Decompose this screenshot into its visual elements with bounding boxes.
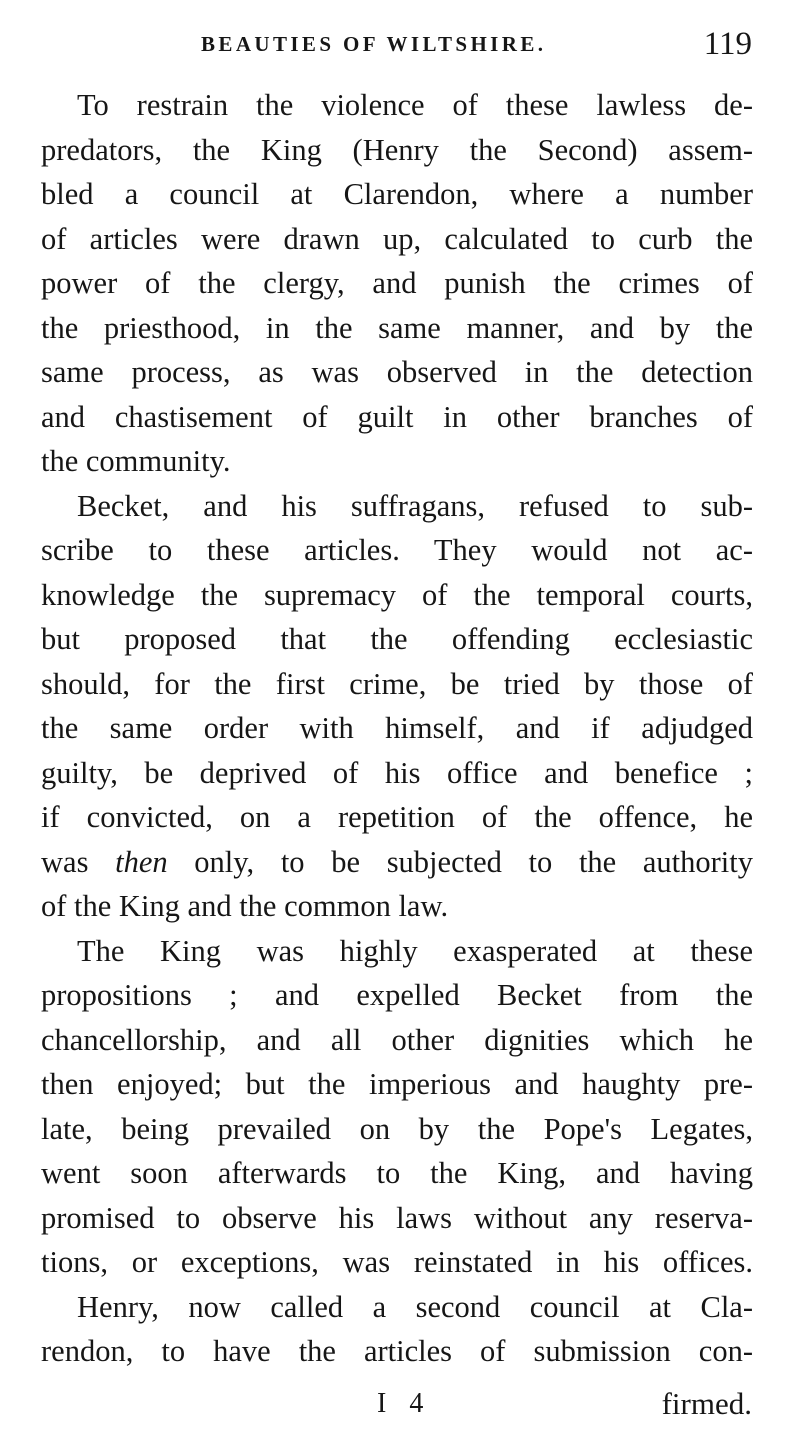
text-segment: was xyxy=(41,844,116,879)
page-footer xyxy=(0,1388,800,1434)
text-line: the community. xyxy=(41,444,231,478)
text-line: knowledge the supremacy of the temporal courts, xyxy=(41,577,753,612)
text-line-with-italic xyxy=(41,840,753,885)
text-line: bled a council at Clarendon, where a number xyxy=(41,177,753,211)
text-line: then enjoyed; but the imperious and haughty pre- xyxy=(41,1067,753,1101)
text-line: Becket, and his suffragans, refused to sub- xyxy=(77,488,753,523)
text-line: rendon, to have the articles of submission con- xyxy=(41,1334,753,1368)
text-line: but proposed that the offending ecclesiastic xyxy=(41,622,753,656)
italic-word: then xyxy=(115,844,168,879)
running-title: BEAUTIES OF WILTSHIRE. xyxy=(201,32,547,56)
text-line: promised to observe his laws without any reserva- xyxy=(41,1200,753,1235)
text-line: and chastisement of guilt in other branches of xyxy=(41,399,753,434)
text-line: propositions ; and expelled Becket from the xyxy=(41,978,753,1012)
text-line: chancellorship, and all other dignities which he xyxy=(41,1022,753,1057)
text-line: of articles were drawn up, calculated to curb the xyxy=(41,221,753,256)
text-line: the priesthood, in the same manner, and by the xyxy=(41,310,753,345)
signature-mark: I 4 xyxy=(377,1388,432,1419)
text-line: same process, as was observed in the detection xyxy=(41,355,753,389)
text-line: late, being prevailed on by the Pope's Legates, xyxy=(41,1111,753,1146)
text-line: power of the clergy, and punish the crimes of xyxy=(41,266,753,300)
text-line: tions, or exceptions, was reinstated in his offices. xyxy=(41,1245,753,1279)
text-line: the same order with himself, and if adjudged xyxy=(41,711,753,745)
text-line: went soon afterwards to the King, and having xyxy=(41,1156,753,1190)
text-segment: only, to be subjected to the authority xyxy=(167,844,753,879)
catchword: firmed. xyxy=(661,1386,752,1421)
text-line: The King was highly exasperated at these xyxy=(77,933,753,968)
text-line: predators, the King (Henry the Second) assem- xyxy=(41,132,753,167)
text-line: of the King and the common law. xyxy=(41,889,449,923)
text-line: Henry, now called a second council at Cla- xyxy=(77,1289,753,1324)
text-line: scribe to these articles. They would not ac- xyxy=(41,533,753,567)
text-line: should, for the first crime, be tried by those of xyxy=(41,666,753,701)
body-text xyxy=(41,83,753,1374)
text-line: guilty, be deprived of his office and benefice ; xyxy=(41,755,753,790)
running-head xyxy=(0,26,800,64)
page-number: 119 xyxy=(703,26,752,62)
text-line: if convicted, on a repetition of the offence, he xyxy=(41,800,753,834)
text-line: To restrain the violence of these lawless de- xyxy=(77,88,753,122)
